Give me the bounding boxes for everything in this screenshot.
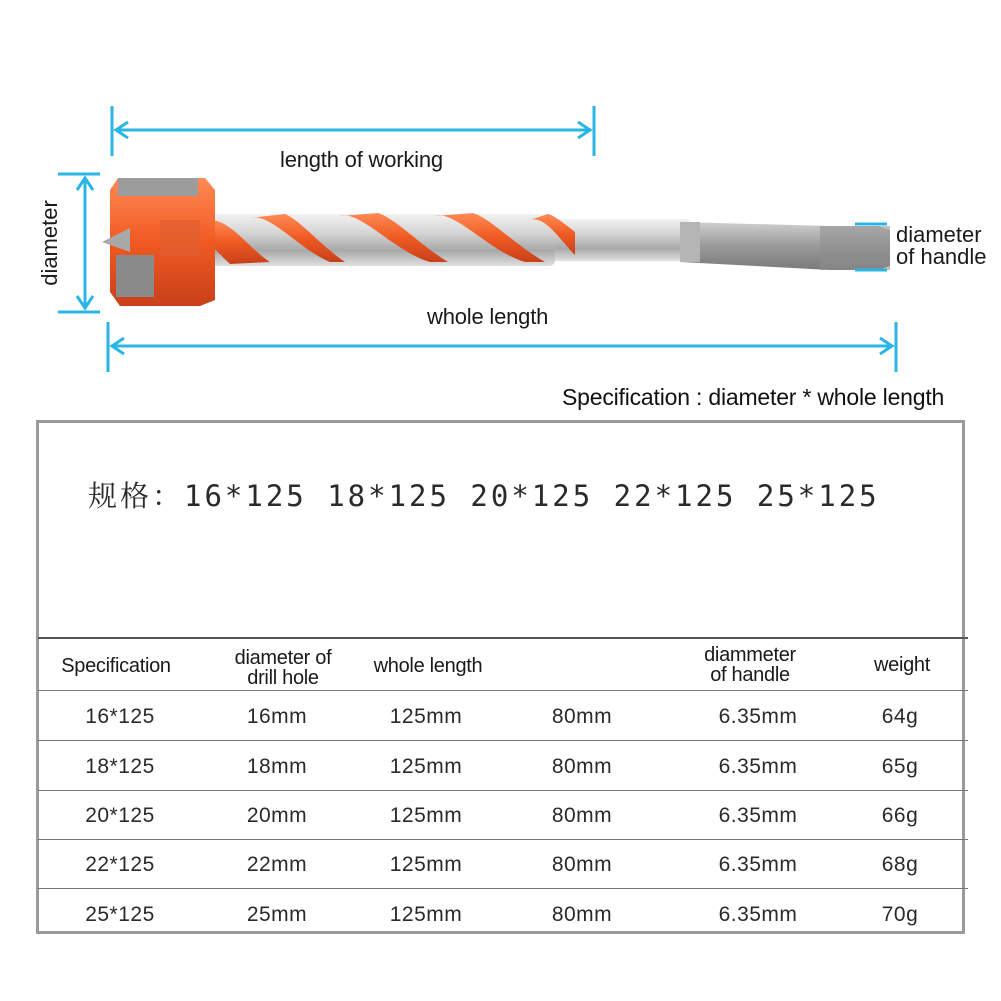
length-of-working-label: length of working [280, 147, 443, 172]
cell-weight: 65g [881, 755, 919, 778]
cell-working-length: 80mm [551, 853, 613, 876]
diameter-of-handle-label [896, 224, 987, 268]
cell-handle-diameter: 6.35mm [718, 804, 798, 827]
cell-whole-length: 125mm [389, 755, 463, 778]
header-weight: weight [873, 654, 930, 676]
table-divider [38, 888, 968, 889]
cell-specification: 20*125 [85, 804, 155, 827]
header-diammeter-of-handle [680, 645, 820, 685]
cell-specification: 22*125 [85, 853, 155, 876]
cell-handle-diameter: 6.35mm [718, 853, 798, 876]
handle-label-line2: of handle [896, 244, 987, 269]
table-divider [38, 839, 968, 840]
cell-whole-length: 125mm [389, 705, 463, 728]
specification-caption: Specification : diameter * whole length [562, 384, 945, 410]
whole-length-label: whole length [427, 304, 549, 329]
cell-drill-hole: 20mm [246, 804, 308, 827]
cell-weight: 64g [881, 705, 919, 728]
cell-weight: 70g [881, 903, 919, 926]
cell-drill-hole: 22mm [246, 853, 308, 876]
handle-label-line1: diameter [896, 222, 982, 247]
cell-weight: 66g [881, 804, 919, 827]
drill-bit-illustration [0, 0, 1001, 400]
cell-specification: 16*125 [85, 705, 155, 728]
header-diameter-of-drill-hole [212, 648, 354, 688]
table-divider [38, 690, 968, 691]
diameter-label: diameter [37, 200, 62, 286]
cell-working-length: 80mm [551, 903, 613, 926]
cell-drill-hole: 18mm [246, 755, 308, 778]
header-whole-length: whole length [373, 655, 483, 677]
cell-working-length: 80mm [551, 705, 613, 728]
cell-handle-diameter: 6.35mm [718, 705, 798, 728]
table-divider [38, 637, 968, 639]
cell-whole-length: 125mm [389, 853, 463, 876]
cell-drill-hole: 16mm [246, 705, 308, 728]
cell-specification: 18*125 [85, 755, 155, 778]
header-hole-line2: drill hole [247, 667, 319, 689]
cell-handle-diameter: 6.35mm [718, 903, 798, 926]
table-divider [38, 740, 968, 741]
header-hole-line1: diameter of [234, 647, 332, 669]
header-handle-line2: of handle [710, 664, 790, 686]
header-handle-line1: diammeter [704, 644, 796, 666]
cell-whole-length: 125mm [389, 804, 463, 827]
chinese-spec-list: 规格：16*125 18*125 20*125 22*125 25*125 [88, 479, 880, 513]
cell-handle-diameter: 6.35mm [718, 755, 798, 778]
header-specification: Specification [61, 655, 171, 677]
cell-working-length: 80mm [551, 755, 613, 778]
cell-whole-length: 125mm [389, 903, 463, 926]
table-divider [38, 790, 968, 791]
cell-drill-hole: 25mm [246, 903, 308, 926]
cell-specification: 25*125 [85, 903, 155, 926]
cell-weight: 68g [881, 853, 919, 876]
cell-working-length: 80mm [551, 804, 613, 827]
